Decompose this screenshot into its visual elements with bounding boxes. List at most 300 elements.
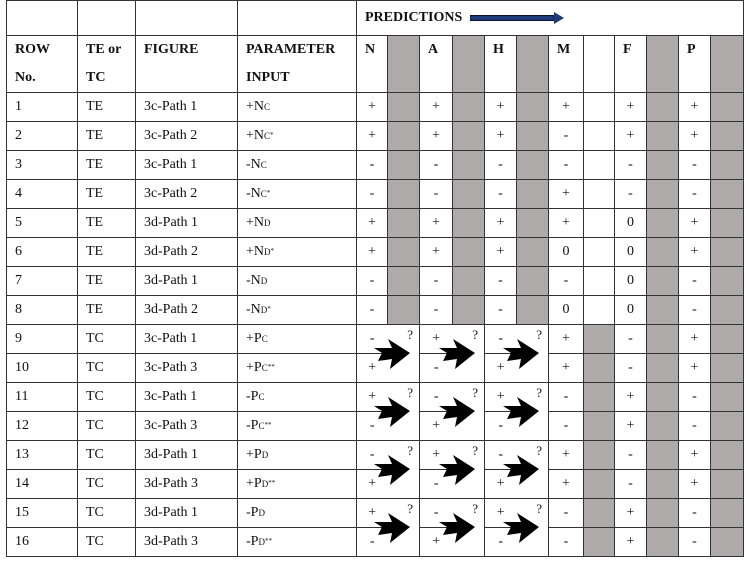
parameter-subscript: D (260, 305, 268, 315)
prediction-header-h: H (485, 36, 517, 93)
transition-arrow-icon (374, 397, 410, 427)
shaded-column-cell (584, 36, 615, 93)
row-type: TC (78, 528, 136, 557)
prediction-m: - (549, 151, 584, 180)
unknown-mark: ? (536, 327, 542, 342)
prediction-h: - (485, 267, 517, 296)
unknown-outcome-cell (388, 499, 420, 557)
prediction-f: - (615, 354, 647, 383)
prediction-n: + (357, 383, 388, 412)
shaded-column-cell (584, 325, 615, 354)
shaded-column-cell (388, 238, 420, 267)
shaded-column-cell (388, 36, 420, 93)
prediction-f: + (615, 499, 647, 528)
shaded-column-cell (517, 122, 549, 151)
prediction-h: - (485, 441, 517, 470)
shaded-column-cell (388, 122, 420, 151)
shaded-column-cell (453, 267, 485, 296)
shaded-column-cell (647, 383, 679, 412)
parameter-base: +N (246, 244, 265, 259)
shaded-column-cell (584, 441, 615, 470)
prediction-h: - (485, 325, 517, 354)
shaded-column-cell (584, 470, 615, 499)
prediction-a: - (420, 470, 453, 499)
column-header-line1: PARAMETER (246, 42, 336, 57)
shaded-column-cell (584, 93, 615, 122)
prediction-h: - (485, 296, 517, 325)
prediction-a: - (420, 296, 453, 325)
column-header-line1: ROW (15, 42, 50, 57)
prediction-h: - (485, 151, 517, 180)
prediction-p: - (679, 296, 711, 325)
prediction-f: - (615, 470, 647, 499)
prediction-p: - (679, 151, 711, 180)
unknown-mark: ? (472, 443, 478, 458)
row-number: 9 (7, 325, 78, 354)
parameter-base: +P (246, 447, 262, 462)
prediction-m: + (549, 325, 584, 354)
row-number: 14 (7, 470, 78, 499)
row-figure: 3c-Path 1 (136, 383, 238, 412)
prediction-h: + (485, 93, 517, 122)
parameter-base: -P (246, 534, 259, 549)
unknown-mark: ? (407, 385, 413, 400)
prediction-m: + (549, 93, 584, 122)
predictions-label: PREDICTIONS (365, 10, 463, 25)
row-number: 15 (7, 499, 78, 528)
table-row (7, 238, 744, 267)
shaded-column-cell (584, 180, 615, 209)
prediction-f: 0 (615, 267, 647, 296)
shaded-column-cell (584, 267, 615, 296)
shaded-column-cell (647, 122, 679, 151)
prediction-m: - (549, 383, 584, 412)
unknown-mark: ? (536, 501, 542, 516)
prediction-m: - (549, 412, 584, 441)
table-row (7, 267, 744, 296)
unknown-mark: ? (472, 501, 478, 516)
column-header-line2: TC (86, 70, 106, 85)
prediction-h: + (485, 354, 517, 383)
prediction-h: - (485, 412, 517, 441)
shaded-column-cell (388, 267, 420, 296)
shaded-column-cell (647, 180, 679, 209)
shaded-column-cell (584, 296, 615, 325)
row-number: 2 (7, 122, 78, 151)
parameter-mark: ** (264, 421, 272, 429)
shaded-column-cell (584, 528, 615, 557)
parameter-base: +P (246, 331, 262, 346)
parameter-base: -N (246, 186, 261, 201)
shaded-column-cell (453, 36, 485, 93)
row-type: TE (78, 93, 136, 122)
shaded-column-cell (647, 325, 679, 354)
table-row (7, 122, 744, 151)
shaded-column-cell (647, 499, 679, 528)
parameter-input (238, 93, 357, 122)
transition-arrow-icon (439, 339, 475, 369)
row-figure: 3d-Path 1 (136, 441, 238, 470)
column-header-line1: TE or (86, 42, 122, 57)
prediction-n: - (357, 325, 388, 354)
prediction-p: - (679, 267, 711, 296)
prediction-a: - (420, 151, 453, 180)
transition-arrow-icon (439, 397, 475, 427)
shaded-column-cell (517, 238, 549, 267)
row-figure: 3d-Path 3 (136, 470, 238, 499)
transition-arrow-icon (503, 455, 539, 485)
parameter-input (238, 209, 357, 238)
row-figure: 3c-Path 1 (136, 151, 238, 180)
shaded-column-cell (647, 470, 679, 499)
parameter-mark: * (267, 305, 271, 313)
row-figure: 3d-Path 3 (136, 528, 238, 557)
shaded-column-cell (711, 296, 744, 325)
empty-cell (136, 1, 238, 36)
parameter-input (238, 151, 357, 180)
prediction-p: - (679, 528, 711, 557)
parameter-base: +P (246, 360, 262, 375)
empty-cell (238, 1, 357, 36)
prediction-n: - (357, 412, 388, 441)
prediction-a: + (420, 93, 453, 122)
prediction-p: + (679, 93, 711, 122)
unknown-mark: ? (407, 327, 413, 342)
row-number: 13 (7, 441, 78, 470)
row-type: TE (78, 267, 136, 296)
unknown-outcome-cell (517, 325, 549, 383)
unknown-mark: ? (407, 501, 413, 516)
parameter-subscript: C (264, 131, 271, 141)
title-row (7, 1, 744, 36)
shaded-column-cell (647, 412, 679, 441)
shaded-column-cell (453, 93, 485, 122)
prediction-f: - (615, 151, 647, 180)
prediction-h: + (485, 238, 517, 267)
prediction-p: + (679, 238, 711, 267)
shaded-column-cell (584, 238, 615, 267)
unknown-mark: ? (407, 443, 413, 458)
prediction-f: + (615, 93, 647, 122)
row-figure: 3c-Path 1 (136, 93, 238, 122)
shaded-column-cell (711, 267, 744, 296)
transition-arrow-icon (374, 513, 410, 543)
shaded-column-cell (453, 151, 485, 180)
prediction-a: - (420, 267, 453, 296)
prediction-a: - (420, 499, 453, 528)
shaded-column-cell (711, 383, 744, 412)
parameter-subscript: C (264, 102, 271, 112)
prediction-f: + (615, 412, 647, 441)
unknown-outcome-cell (388, 325, 420, 383)
prediction-m: + (549, 441, 584, 470)
parameter-base: -P (246, 418, 259, 433)
row-figure: 3c-Path 1 (136, 325, 238, 354)
shaded-column-cell (517, 267, 549, 296)
row-number: 6 (7, 238, 78, 267)
unknown-outcome-cell (453, 441, 485, 499)
parameter-subscript: D (258, 537, 265, 547)
parameter-base: -N (246, 273, 261, 288)
table-row (7, 441, 744, 470)
shaded-column-cell (647, 267, 679, 296)
row-type: TC (78, 354, 136, 383)
prediction-h: - (485, 180, 517, 209)
shaded-column-cell (388, 209, 420, 238)
prediction-a: + (420, 528, 453, 557)
prediction-a: + (420, 209, 453, 238)
parameter-base: -P (246, 389, 259, 404)
row-type: TC (78, 412, 136, 441)
prediction-p: + (679, 441, 711, 470)
row-number: 5 (7, 209, 78, 238)
prediction-m: + (549, 354, 584, 383)
prediction-m: + (549, 470, 584, 499)
prediction-n: - (357, 151, 388, 180)
unknown-outcome-cell (453, 325, 485, 383)
shaded-column-cell (711, 93, 744, 122)
parameter-mark: ** (264, 537, 272, 545)
prediction-h: + (485, 499, 517, 528)
prediction-header-f: F (615, 36, 647, 93)
shaded-column-cell (517, 151, 549, 180)
column-header (7, 36, 78, 93)
table-row (7, 383, 744, 412)
unknown-outcome-cell (453, 499, 485, 557)
row-figure: 3c-Path 2 (136, 180, 238, 209)
table-row (7, 325, 744, 354)
prediction-header-a: A (420, 36, 453, 93)
shaded-column-cell (711, 180, 744, 209)
shaded-column-cell (453, 122, 485, 151)
prediction-m: - (549, 499, 584, 528)
row-number: 12 (7, 412, 78, 441)
row-figure: 3c-Path 2 (136, 122, 238, 151)
column-header (238, 36, 357, 93)
shaded-column-cell (711, 470, 744, 499)
shaded-column-cell (647, 528, 679, 557)
prediction-n: + (357, 354, 388, 383)
row-type: TC (78, 470, 136, 499)
prediction-m: 0 (549, 296, 584, 325)
parameter-subscript: D (258, 508, 265, 518)
prediction-a: + (420, 122, 453, 151)
unknown-outcome-cell (517, 499, 549, 557)
transition-arrow-icon (439, 455, 475, 485)
prediction-h: + (485, 470, 517, 499)
shaded-column-cell (711, 209, 744, 238)
table-row (7, 499, 744, 528)
row-number: 11 (7, 383, 78, 412)
parameter-subscript: C (260, 160, 267, 170)
shaded-column-cell (647, 296, 679, 325)
shaded-column-cell (647, 354, 679, 383)
table-row (7, 209, 744, 238)
prediction-n: + (357, 499, 388, 528)
row-number: 4 (7, 180, 78, 209)
shaded-column-cell (388, 151, 420, 180)
prediction-p: + (679, 470, 711, 499)
parameter-input (238, 122, 357, 151)
shaded-column-cell (453, 296, 485, 325)
column-header-row (7, 36, 744, 93)
parameter-subscript: D (261, 450, 269, 460)
prediction-f: 0 (615, 296, 647, 325)
unknown-mark: ? (536, 443, 542, 458)
prediction-f: 0 (615, 209, 647, 238)
shaded-column-cell (584, 151, 615, 180)
parameter-input (238, 528, 357, 557)
prediction-a: - (420, 180, 453, 209)
prediction-header-m: M (549, 36, 584, 93)
parameter-subscript: C (258, 421, 265, 431)
prediction-f: + (615, 383, 647, 412)
shaded-column-cell (711, 238, 744, 267)
prediction-n: + (357, 122, 388, 151)
prediction-f: - (615, 441, 647, 470)
row-type: TE (78, 122, 136, 151)
unknown-mark: ? (536, 385, 542, 400)
prediction-p: - (679, 412, 711, 441)
row-figure: 3c-Path 3 (136, 412, 238, 441)
prediction-header-n: N (357, 36, 388, 93)
table-row (7, 151, 744, 180)
shaded-column-cell (711, 151, 744, 180)
transition-arrow-icon (503, 397, 539, 427)
row-figure: 3d-Path 1 (136, 499, 238, 528)
prediction-n: - (357, 528, 388, 557)
prediction-h: + (485, 209, 517, 238)
shaded-column-cell (584, 412, 615, 441)
row-number: 16 (7, 528, 78, 557)
prediction-m: - (549, 267, 584, 296)
row-type: TC (78, 441, 136, 470)
prediction-f: 0 (615, 238, 647, 267)
row-number: 10 (7, 354, 78, 383)
prediction-a: + (420, 325, 453, 354)
prediction-m: - (549, 528, 584, 557)
row-number: 8 (7, 296, 78, 325)
prediction-p: + (679, 325, 711, 354)
parameter-base: -N (246, 302, 261, 317)
parameter-input (238, 267, 357, 296)
shaded-column-cell (388, 180, 420, 209)
shaded-column-cell (453, 209, 485, 238)
unknown-mark: ? (472, 385, 478, 400)
shaded-column-cell (517, 93, 549, 122)
parameter-input (238, 325, 357, 354)
row-type: TC (78, 499, 136, 528)
prediction-a: + (420, 441, 453, 470)
parameter-input (238, 354, 357, 383)
parameter-mark: * (266, 189, 271, 197)
shaded-column-cell (711, 354, 744, 383)
prediction-m: + (549, 180, 584, 209)
parameter-mark: ** (268, 479, 276, 487)
row-type: TC (78, 383, 136, 412)
table-body (7, 93, 744, 557)
parameter-subscript: C (261, 334, 268, 344)
prediction-h: - (485, 528, 517, 557)
row-figure: 3d-Path 2 (136, 296, 238, 325)
column-header-line2: No. (15, 70, 36, 85)
parameter-subscript: C (260, 189, 267, 199)
parameter-subscript: D (264, 247, 271, 257)
parameter-subscript: C (258, 392, 265, 402)
column-header (136, 36, 238, 93)
shaded-column-cell (647, 209, 679, 238)
shaded-column-cell (647, 238, 679, 267)
prediction-p: + (679, 209, 711, 238)
row-figure: 3d-Path 2 (136, 238, 238, 267)
prediction-n: + (357, 238, 388, 267)
prediction-h: + (485, 122, 517, 151)
transition-arrow-icon (503, 339, 539, 369)
row-figure: 3c-Path 3 (136, 354, 238, 383)
prediction-n: + (357, 93, 388, 122)
shaded-column-cell (711, 122, 744, 151)
unknown-outcome-cell (517, 441, 549, 499)
table-row (7, 180, 744, 209)
prediction-p: - (679, 499, 711, 528)
parameter-base: +N (246, 99, 265, 114)
prediction-n: + (357, 209, 388, 238)
unknown-outcome-cell (517, 383, 549, 441)
column-header-line2: INPUT (246, 70, 290, 85)
prediction-m: 0 (549, 238, 584, 267)
prediction-f: - (615, 180, 647, 209)
shaded-column-cell (711, 412, 744, 441)
shaded-column-cell (584, 499, 615, 528)
unknown-outcome-cell (453, 383, 485, 441)
row-type: TE (78, 209, 136, 238)
row-figure: 3d-Path 1 (136, 209, 238, 238)
shaded-column-cell (453, 180, 485, 209)
prediction-f: + (615, 528, 647, 557)
parameter-input (238, 470, 357, 499)
prediction-f: + (615, 122, 647, 151)
parameter-base: +P (246, 476, 262, 491)
prediction-a: + (420, 412, 453, 441)
unknown-mark: ? (472, 327, 478, 342)
row-figure: 3d-Path 1 (136, 267, 238, 296)
parameter-mark: * (270, 131, 274, 139)
row-number: 3 (7, 151, 78, 180)
row-number: 1 (7, 93, 78, 122)
row-type: TE (78, 180, 136, 209)
shaded-column-cell (584, 383, 615, 412)
row-number: 7 (7, 267, 78, 296)
parameter-subscript: D (261, 479, 269, 489)
empty-cell (7, 1, 78, 36)
prediction-p: + (679, 122, 711, 151)
parameter-subscript: D (264, 218, 271, 228)
predictions-table (6, 0, 744, 557)
prediction-a: - (420, 354, 453, 383)
shaded-column-cell (711, 499, 744, 528)
shaded-column-cell (517, 180, 549, 209)
prediction-n: - (357, 267, 388, 296)
unknown-outcome-cell (388, 383, 420, 441)
parameter-input (238, 499, 357, 528)
prediction-n: - (357, 296, 388, 325)
shaded-column-cell (584, 122, 615, 151)
row-type: TE (78, 151, 136, 180)
table-row (7, 93, 744, 122)
transition-arrow-icon (374, 455, 410, 485)
prediction-a: - (420, 383, 453, 412)
row-type: TC (78, 325, 136, 354)
